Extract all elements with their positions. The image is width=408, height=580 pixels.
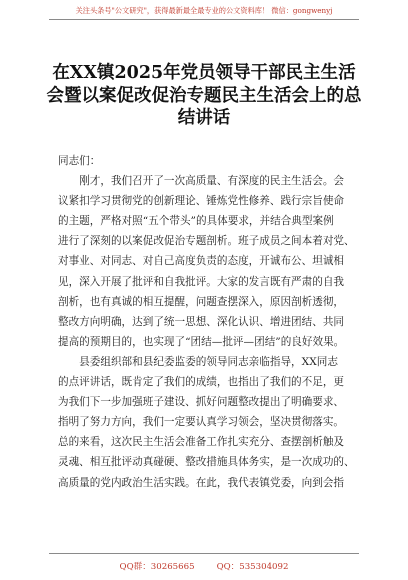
body-line: 剖析，也有真诚的相互提醒，问题查摆深入，原因剖析透彻， [58,295,345,308]
body-line: 见，深入开展了批评和自我批评。大家的发言既有严肃的自我 [58,275,345,288]
body-line: 为我们下一步加强班子建设、抓好问题整改提出了明确要求、 [58,396,345,409]
title-line: 会暨以案促改促治专题民主生活会上的总 [46,85,362,106]
body-line: 的点评讲话，既肯定了我们的成绩，也指出了我们的不足，更 [58,376,345,389]
body-line: 对事业、对同志、对自己高度负责的态度，开诚布公、坦诚相 [58,255,345,268]
header-divider [49,19,359,20]
body-line: 议紧扣学习贯彻党的创新理论、锤炼党性修养、践行宗旨使命 [58,195,345,208]
body-line: 灵魂、相互批评动真碰硬、整改措施具体务实，是一次成功的、 [58,456,355,469]
document-body [58,151,362,493]
title-line: 结讲话 [177,108,231,128]
body-line: 提高的预期目的，也实现了“团结—批评—团结”的良好效果。 [58,335,345,348]
qq-group-text: QQ群：30265665 [119,562,195,572]
body-line: 刚才，我们召开了一次高质量、有深度的民主生活会。会 [58,175,345,188]
body-line: 指明了努力方向，我们一定要认真学习领会，坚决贯彻落实。 [58,416,345,429]
document-title [40,62,368,130]
body-line: 进行了深刻的以案促改促治专题剖析。班子成员之间本着对党、 [58,235,355,248]
body-line: 的主题，严格对照“五个带头”的具体要求，并结合典型案例 [58,215,334,228]
footer-divider [49,553,359,554]
footer-contact [0,560,408,572]
body-line: 总的来看，这次民主生活会准备工作扎实充分、查摆剖析触及 [58,436,345,449]
body-line: 县委组织部和县纪委监委的领导同志亲临指导，XX同志 [58,355,338,368]
body-line: 高质量的党内政治生活实践。在此，我代表镇党委，向到会指 [58,476,345,489]
salutation: 同志们： [58,155,101,167]
header-notice: 关注头条号"公文研究"，获得最新最全最专业的公文资料库！ 微信：gongwenyj [75,6,333,15]
title-line: 在XX镇2025年党员领导干部民主生活 [52,63,356,83]
qq-text: QQ：535304092 [216,562,289,572]
body-line: 整改方向明确，达到了统一思想、深化认识、增进团结、共同 [58,315,345,328]
